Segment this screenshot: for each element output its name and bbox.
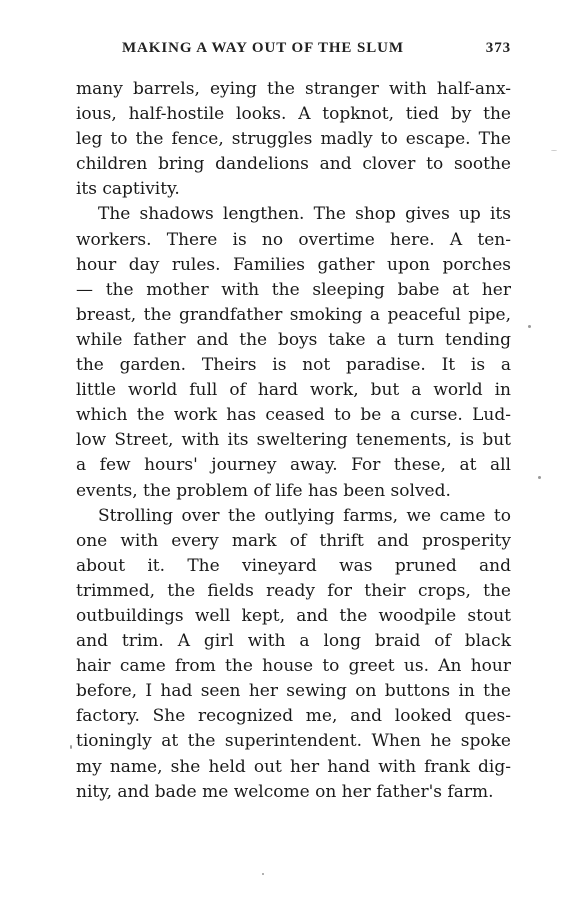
text-line: low Street, with its sweltering tenements, is but	[76, 430, 511, 451]
text-line: events, the problem of life has been solved.	[76, 480, 451, 501]
text-line: about it. The vineyard was pruned and	[76, 555, 511, 576]
text-line: Strolling over the outlying farms, we came to	[98, 505, 511, 526]
text-line: breast, the grandfather smoking a peaceful pipe,	[76, 304, 511, 325]
running-title: MAKING A WAY OUT OF THE SLUM	[122, 40, 404, 56]
speck	[262, 873, 264, 875]
text-line: outbuildings well kept, and the woodpile stout	[76, 605, 511, 626]
text-line: tioningly at the superintendent. When he spoke	[76, 731, 511, 752]
text-line: before, I had seen her sewing on buttons in the	[76, 681, 511, 702]
speck	[538, 476, 541, 479]
text-line: the garden. Theirs is not paradise. It is a	[76, 355, 511, 376]
text-line: nity, and bade me welcome on her father's farm.	[76, 781, 494, 802]
text-line: hour day rules. Families gather upon porches	[76, 254, 511, 275]
text-line: which the work has ceased to be a curse. Lud-	[76, 405, 511, 426]
text-line: one with every mark of thrift and prosperity	[76, 530, 511, 551]
text-line: factory. She recognized me, and looked ques-	[76, 706, 511, 727]
text-line: children bring dandelions and clover to soothe	[76, 154, 511, 175]
text-line: The shadows lengthen. The shop gives up its	[98, 204, 511, 225]
text-line: my name, she held out her hand with frank dig-	[76, 756, 511, 777]
speck	[70, 745, 72, 749]
running-head	[74, 40, 511, 62]
body-text	[76, 77, 511, 805]
text-line: trimmed, the fields ready for their crops, the	[76, 580, 511, 601]
paragraph-2	[76, 202, 511, 503]
paragraph-1	[76, 77, 511, 202]
speck	[528, 325, 531, 328]
speck	[551, 150, 557, 151]
text-line: and trim. A girl with a long braid of black	[76, 631, 511, 652]
page-number: 373	[485, 40, 511, 56]
text-line: — the mother with the sleeping babe at her	[76, 279, 511, 300]
text-line: while father and the boys take a turn tending	[76, 329, 511, 350]
text-line: its captivity.	[76, 179, 180, 200]
text-line: little world full of hard work, but a world in	[76, 380, 511, 401]
text-line: leg to the fence, struggles madly to escape. The	[76, 129, 511, 150]
text-line: ious, half-hostile looks. A topknot, tied by the	[76, 104, 511, 125]
text-line: hair came from the house to greet us. An hour	[76, 656, 511, 677]
paragraph-3	[76, 504, 511, 805]
text-line: workers. There is no overtime here. A ten-	[76, 229, 511, 250]
text-line: a few hours' journey away. For these, at all	[76, 455, 511, 476]
text-line: many barrels, eying the stranger with half-anx-	[76, 79, 511, 99]
